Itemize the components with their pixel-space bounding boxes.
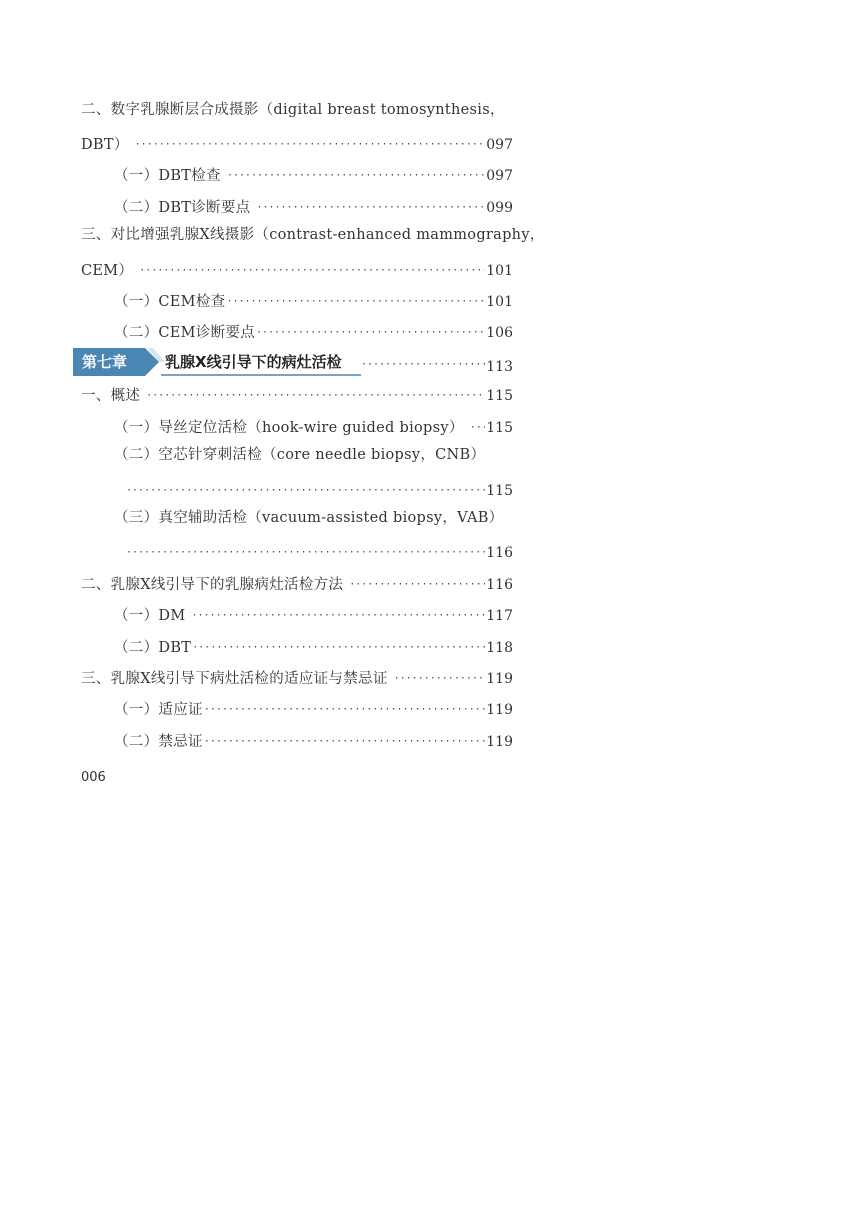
toc-entry-dbt-diagnosis [114,194,513,218]
dot-leader [135,135,486,155]
dot-leader [394,669,486,689]
dot-leader [204,700,485,720]
toc-entry-cem-exam [114,288,513,312]
toc-entry-text: （二）DBT [114,640,192,656]
chapter-label: 第七章 [82,353,128,371]
toc-entry-text: 二、数字乳腺断层合成摄影（digital breast tomosynthesis， [81,102,505,118]
toc-entry-overview [81,382,513,406]
dot-leader [192,638,485,658]
toc-page-number: 101 [486,263,513,279]
toc-page-number: 101 [486,294,513,310]
dot-leader [126,481,485,501]
dot-leader [146,386,485,406]
toc-entry-text: （二）CEM诊断要点 [114,325,256,341]
toc-page-number: 113 [486,359,513,375]
toc-entry-text: DBT） [81,137,129,153]
toc-entry-vab [114,508,513,532]
toc-page-number: 118 [486,640,513,656]
toc-entry-dbt-heading [81,100,513,124]
toc-entry-text: （二）空芯针穿刺活检（core needle biopsy，CNB） [114,447,486,463]
toc-entry-cem-heading-cont [81,257,513,281]
toc-entry-text: （二）DBT诊断要点 [114,200,251,216]
toc-page-number: 119 [486,734,513,750]
toc-entry-contraindications [114,728,513,752]
toc-page-number: 097 [486,168,513,184]
toc-entry-text: 三、对比增强乳腺X线摄影（contrast-enhanced mammography， [81,227,545,243]
toc-entry-text: （一）DM [114,608,186,624]
dot-leader [227,166,485,186]
dot-leader [256,323,485,343]
toc-page-number: 119 [486,702,513,718]
dot-leader [361,355,485,375]
chapter-title: 乳腺X线引导下的病灶活检 [165,353,342,371]
dot-leader [256,198,485,218]
toc-entry-cem-diagnosis [114,319,513,343]
dot-leader [226,292,485,312]
toc-entry-text: 一、概述 [81,388,141,404]
dot-leader [349,575,485,595]
chapter-leader-row [359,353,513,375]
toc-entry-text: 二、乳腺X线引导下的乳腺病灶活检方法 [81,577,344,593]
toc-page-number: 116 [486,577,513,593]
toc-entry-text: CEM） [81,263,134,279]
toc-entry-text: 三、乳腺X线引导下病灶活检的适应证与禁忌证 [81,671,388,687]
chapter-heading [73,348,513,378]
toc-entry-dbt-method [114,634,513,658]
dot-leader [139,261,485,281]
toc-page-number: 119 [486,671,513,687]
toc-entry-text: （一）CEM检查 [114,294,226,310]
toc-page-number: 115 [486,483,513,499]
page-number: 006 [81,770,106,785]
toc-entry-dbt-heading-cont [81,131,513,155]
dot-leader [191,606,485,626]
toc-page-number: 115 [486,420,513,436]
toc-page-number: 097 [486,137,513,153]
toc-entry-indications [114,696,513,720]
toc-page-number: 099 [486,200,513,216]
toc-entry-text: （一）适应证 [114,702,203,718]
toc-entry-cnb [114,445,513,469]
toc-entry-text: （一）DBT检查 [114,168,221,184]
toc-entry-dm [114,602,513,626]
toc-entry-cem-heading [81,225,545,249]
toc-page-number: 115 [486,388,513,404]
dot-leader [204,732,485,752]
toc-page-number: 116 [486,545,513,561]
dot-leader [126,543,485,563]
toc-entry-text: （二）禁忌证 [114,734,203,750]
toc-entry-dbt-exam [114,162,513,186]
toc-entry-methods [81,571,513,595]
toc-entry-vab-cont [126,539,513,563]
toc-entry-indications-heading [81,665,513,689]
dot-leader [470,418,486,438]
toc-page-number: 117 [486,608,513,624]
toc-entry-cnb-cont [126,477,513,501]
toc-page-number: 106 [486,325,513,341]
toc-entry-text: （一）导丝定位活检（hook-wire guided biopsy） [114,420,464,436]
toc-entry-text: （三）真空辅助活检（vacuum-assisted biopsy，VAB） [114,510,504,526]
toc-entry-hookwire [114,414,513,438]
